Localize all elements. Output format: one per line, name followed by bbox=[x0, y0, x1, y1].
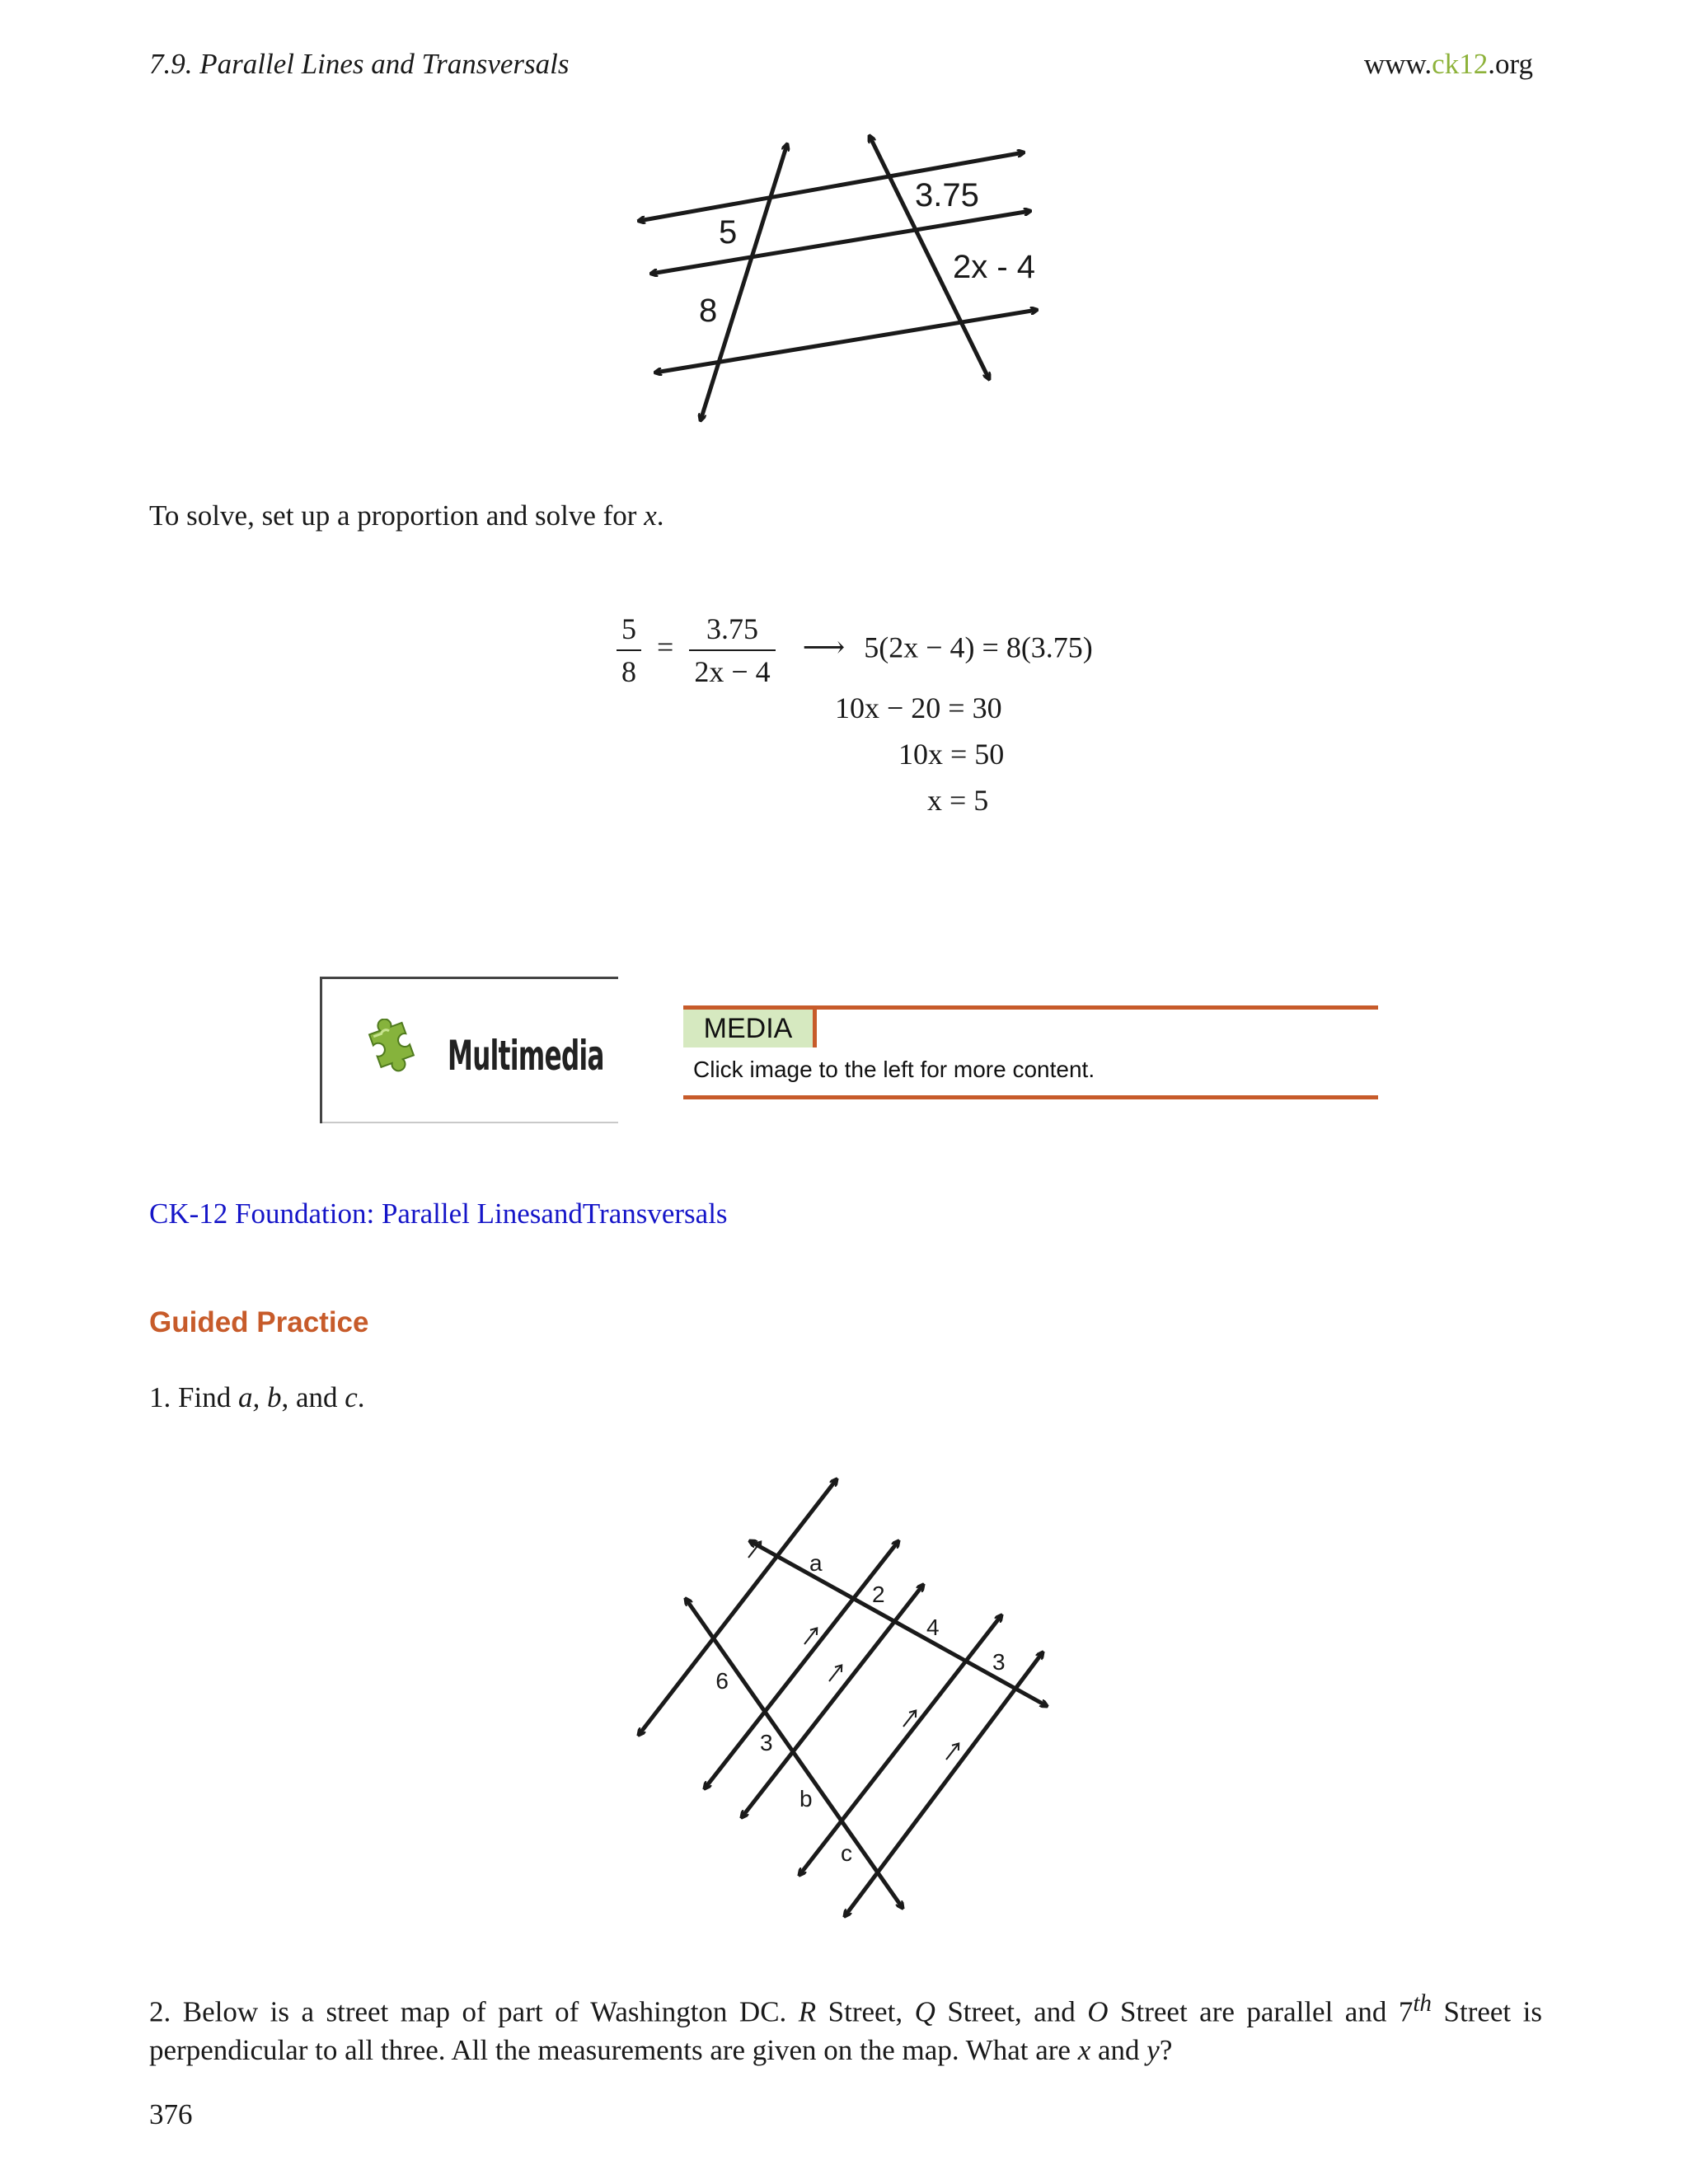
parallel-line-3 bbox=[742, 1585, 923, 1817]
transversals-figure bbox=[626, 124, 1071, 437]
transversal-lower bbox=[686, 1599, 903, 1908]
page-number: 376 bbox=[149, 2098, 193, 2130]
fraction-5-8: $\frac{5}{8}$ bbox=[617, 612, 641, 689]
label-2x-4: 2x - 4 bbox=[953, 249, 1036, 285]
label-3-left: 3 bbox=[760, 1730, 773, 1755]
question-2: 2. Below is a street map of part of Washington DC. R Street, Q Street, and O Street are parallel and 7th Street is perpendicular to all three. All the measurements are given on the map. What are x and y? bbox=[149, 1990, 1542, 2066]
label-9: 9 bbox=[715, 1668, 729, 1694]
equation-line2: 10x − 20 = 30 bbox=[835, 691, 1002, 724]
site-url-suffix: .org bbox=[1488, 48, 1533, 80]
transversal-left bbox=[701, 144, 787, 420]
site-url-brand: ck12 bbox=[1432, 48, 1489, 80]
site-url[interactable] bbox=[1364, 48, 1533, 81]
label-a: a bbox=[809, 1550, 823, 1576]
label-c: c bbox=[841, 1840, 852, 1866]
media-tag: MEDIA bbox=[683, 1010, 817, 1047]
multimedia-title: Multimedia bbox=[448, 1032, 604, 1080]
parallel-lines-figure bbox=[626, 1467, 1055, 1929]
label-3-top: 3 bbox=[992, 1649, 1006, 1675]
multimedia-card[interactable] bbox=[320, 977, 618, 1123]
card-bottom-line bbox=[322, 1122, 618, 1123]
puzzle-icon bbox=[362, 1019, 428, 1085]
proportion-equation: $\frac{5}{8}$ = $\frac{3.75}{2x - 4}$ ⟶ 5(2x − 4) = 8(3.75) bbox=[617, 612, 1093, 689]
media-box bbox=[683, 1005, 1378, 1099]
ck12-link[interactable]: CK-12 Foundation: Parallel LinesandTransversals bbox=[149, 1197, 728, 1230]
site-url-prefix: www. bbox=[1363, 48, 1432, 80]
section-title: 7.9. Parallel Lines and Transversals bbox=[149, 48, 570, 80]
label-3-75: 3.75 bbox=[915, 177, 979, 213]
label-4: 4 bbox=[926, 1615, 940, 1640]
question-1: 1. Find a, b, and c. bbox=[149, 1381, 365, 1413]
intro-text: To solve, set up a proportion and solve for x. bbox=[149, 499, 664, 532]
label-b: b bbox=[799, 1786, 813, 1811]
media-caption: Click image to the left for more content. bbox=[693, 1057, 1095, 1082]
parallel-line-1 bbox=[639, 1479, 837, 1735]
media-bottom-rule bbox=[683, 1095, 1378, 1099]
equation-line4: x = 5 bbox=[927, 784, 989, 817]
fraction-3-75: $\frac{3.75}{2x - 4}$ bbox=[689, 612, 775, 689]
section-heading: Guided Practice bbox=[149, 1306, 369, 1338]
equation-line3: 10x = 50 bbox=[898, 738, 1005, 771]
label-2: 2 bbox=[872, 1582, 885, 1607]
transversal-upper bbox=[750, 1541, 1047, 1706]
label-5: 5 bbox=[719, 214, 738, 251]
label-8: 8 bbox=[699, 293, 718, 329]
equation-line1: 5(2x − 4) = 8(3.75) bbox=[864, 630, 1093, 664]
